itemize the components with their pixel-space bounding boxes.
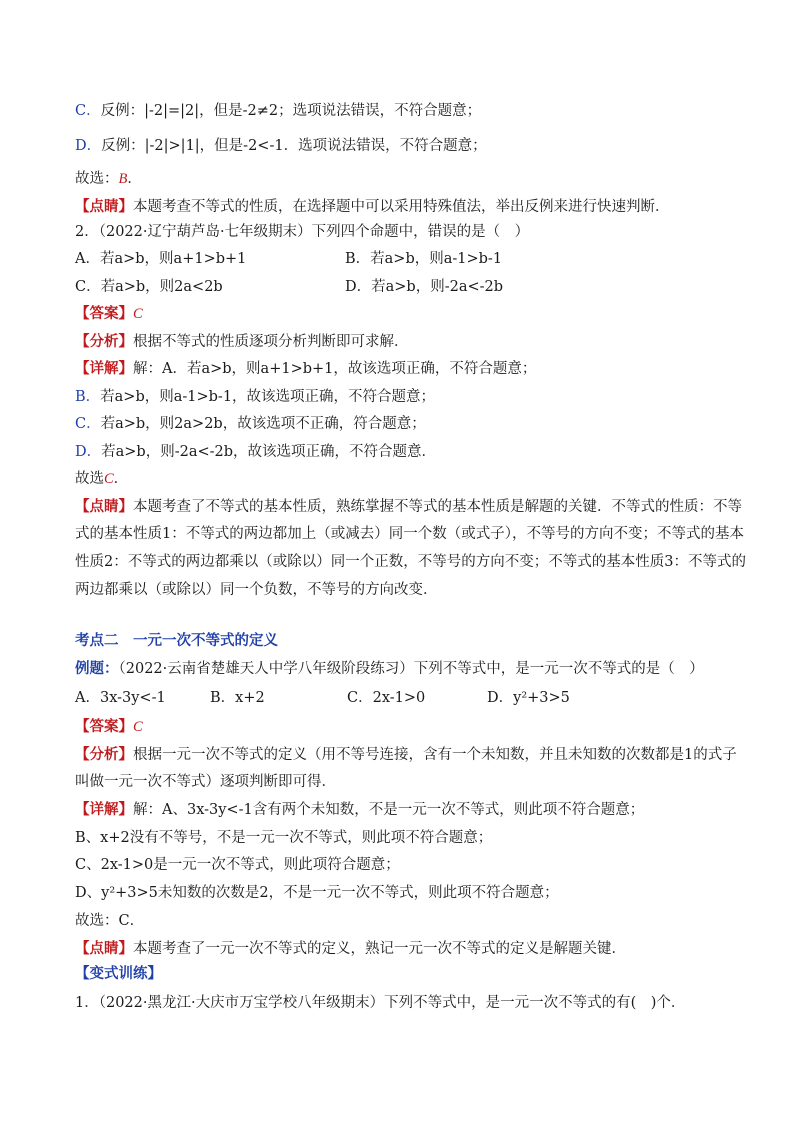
line-text: 若a>b，则-2a<-2b，故该选项正确，不符合题意． xyxy=(101,444,437,460)
section-heading xyxy=(75,631,278,651)
question-2-stem xyxy=(75,222,529,242)
comment-paragraph-line-1 xyxy=(75,497,742,517)
line-text: 根据一元一次不等式的定义（用不等号连接，含有一个未知数，并且未知数的次数都是1的式子 xyxy=(133,747,737,763)
answer-choice-line xyxy=(75,469,128,489)
line-text: 故选：C． xyxy=(75,913,145,929)
line-text: 若a>b，则2a>2b，故该选项不正确，符合题意； xyxy=(100,416,426,432)
line-text: B、x+2没有不等号，不是一元一次不等式，则此项不符合题意； xyxy=(75,830,493,846)
line-text: 解：A．若a>b，则a+1>b+1，故该选项正确，不符合题意； xyxy=(133,361,537,377)
section-tag: 【分析】 xyxy=(75,746,133,763)
line-text: 本题考查不等式的性质，在选择题中可以采用特殊值法，举出反例来进行快速判断． xyxy=(133,199,670,215)
line-c-counterexample xyxy=(75,101,481,121)
line-end: ． xyxy=(113,471,129,487)
detail-line-c xyxy=(75,414,426,434)
question-2-options-ab xyxy=(75,249,675,269)
option-label: C． xyxy=(75,416,101,432)
answer-choice-line xyxy=(75,169,142,189)
line-text: D、y²+3>5未知数的次数是2，不是一元一次不等式，则此项不符合题意； xyxy=(75,885,559,901)
option-label: C． xyxy=(75,103,101,119)
line-text: 故选： xyxy=(75,171,119,187)
example-stem xyxy=(75,659,704,679)
option-label: D． xyxy=(75,138,102,154)
option-c: C．若a>b，则2a<2b xyxy=(75,279,223,295)
comment-line xyxy=(75,939,626,959)
answer-letter: B xyxy=(118,171,128,187)
answer-letter: C xyxy=(104,471,114,487)
answer-letter: C xyxy=(133,306,143,322)
analysis-line xyxy=(75,332,409,352)
line-text: 本题考查了不等式的基本性质，熟练掌握不等式的基本性质是解题的关键．不等式的性质：不等 xyxy=(133,499,742,515)
heading-text: 【变式训练】 xyxy=(75,965,162,982)
line-text: C、2x-1>0是一元一次不等式，则此项符合题意； xyxy=(75,857,400,873)
section-tag: 【点睛】 xyxy=(75,498,133,515)
line-text: 2．（2022·辽宁葫芦岛·七年级期末）下列四个命题中，错误的是（ ） xyxy=(75,224,530,240)
line-text: 故选 xyxy=(75,471,104,487)
option-b: B．x+2 xyxy=(210,690,265,706)
section-tag: 【详解】 xyxy=(75,360,133,377)
answer-line xyxy=(75,304,143,324)
option-b: B．若a>b，则a-1>b-1 xyxy=(345,251,503,267)
section-tag: 【点睛】 xyxy=(75,940,133,957)
analysis-line-2 xyxy=(75,772,336,792)
variant-training-heading xyxy=(75,964,162,984)
line-text: 若a>b，则a-1>b-1，故该选项正确，不符合题意； xyxy=(100,389,436,405)
line-text: 性质2：不等式的两边都乘以（或除以）同一个正数，不等号的方向不变；不等式的基本性质3：不等式的 xyxy=(75,554,746,570)
detail-line-a xyxy=(75,800,644,820)
detail-line-c xyxy=(75,855,400,875)
line-text: 本题考查了一元一次不等式的定义，熟记一元一次不等式的定义是解题关键． xyxy=(133,941,626,957)
comment-paragraph-line-2 xyxy=(75,524,744,544)
line-text: 叫做一元一次不等式）逐项判断即可得． xyxy=(75,774,336,790)
option-c: C．2x-1>0 xyxy=(347,690,426,706)
option-a: A．若a>b，则a+1>b+1 xyxy=(75,251,247,267)
line-end: ． xyxy=(127,171,142,187)
section-tag: 【详解】 xyxy=(75,801,133,818)
detail-line-a xyxy=(75,359,536,379)
line-text: 反例：|-2|>|1|，但是-2<-1．选项说法错误，不符合题意； xyxy=(101,138,487,154)
analysis-line-1 xyxy=(75,745,737,765)
heading-text: 考点二 一元一次不等式的定义 xyxy=(75,632,278,649)
option-d: D．若a>b，则-2a<-2b xyxy=(345,279,504,295)
detail-line-d xyxy=(75,883,559,903)
option-label: D． xyxy=(75,444,102,460)
line-text: 解：A、3x-3y<-1含有两个未知数，不是一元一次不等式，则此项不符合题意； xyxy=(133,802,645,818)
section-tag: 【分析】 xyxy=(75,333,133,350)
option-a: A．3x-3y<-1 xyxy=(75,690,166,706)
line-text: 式的基本性质1：不等式的两边都加上（或减去）同一个数（或式子），不等号的方向不变；不等式的基本 xyxy=(75,526,744,542)
detail-line-d xyxy=(75,442,436,462)
question-1-stem xyxy=(75,993,685,1013)
detail-line-b xyxy=(75,387,435,407)
line-d-counterexample xyxy=(75,136,487,156)
line-text: 两边都乘以（或除以）同一个负数，不等号的方向改变． xyxy=(75,582,438,598)
example-options xyxy=(75,688,675,708)
example-tag: 例题： xyxy=(75,660,119,677)
answer-choice-line xyxy=(75,911,144,931)
comment-line xyxy=(75,197,670,217)
question-2-options-cd xyxy=(75,277,675,297)
answer-line xyxy=(75,717,143,737)
option-label: B． xyxy=(75,389,101,405)
comment-paragraph-line-3 xyxy=(75,552,746,572)
section-tag: 【答案】 xyxy=(75,718,133,735)
option-d: D．y²+3>5 xyxy=(487,690,570,706)
section-tag: 【点睛】 xyxy=(75,198,133,215)
comment-paragraph-line-4 xyxy=(75,580,438,600)
section-tag: 【答案】 xyxy=(75,305,133,322)
line-text: （2022·云南省楚雄天人中学八年级阶段练习）下列不等式中，是一元一次不等式的是（ ） xyxy=(118,661,704,677)
line-text: 1．（2022·黑龙江·大庆市万宝学校八年级期末）下列不等式中，是一元一次不等式的有( )个． xyxy=(75,995,686,1011)
detail-line-b xyxy=(75,828,492,848)
line-text: 反例：|-2|=|2|，但是-2≠2；选项说法错误，不符合题意； xyxy=(100,103,482,119)
line-text: 根据不等式的性质逐项分析判断即可求解． xyxy=(133,334,409,350)
answer-letter: C xyxy=(133,719,143,735)
